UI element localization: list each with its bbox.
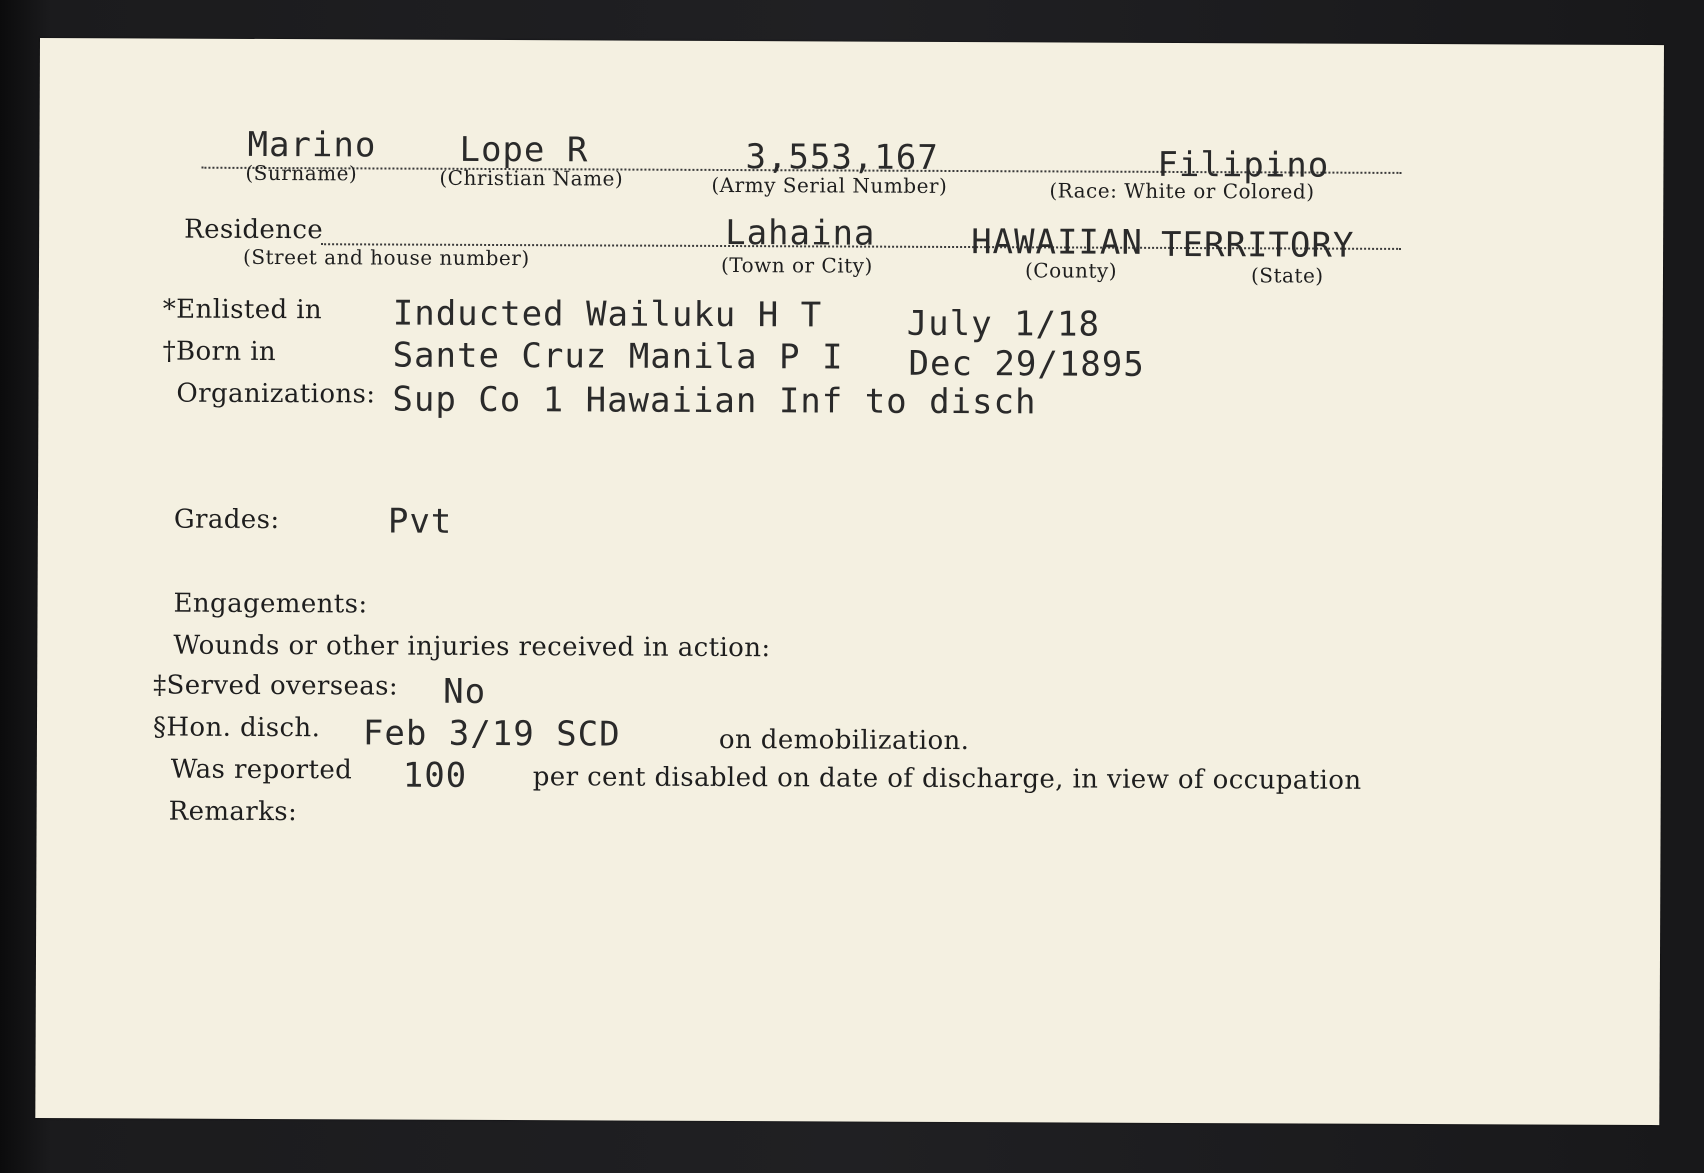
serial-number-value: 3,553,167	[745, 137, 939, 178]
born-value: Sante Cruz Manila P I	[392, 335, 844, 378]
enlisted-value: Inducted Wailuku H T	[392, 293, 823, 336]
organizations-value: Sup Co 1 Hawaiian Inf to disch	[392, 379, 1037, 423]
disabled-statement-label: per cent disabled on date of discharge, in view of occupation	[532, 762, 1362, 796]
race-caption: (Race: White or Colored)	[1049, 178, 1315, 204]
town-caption: (Town or City)	[720, 252, 873, 278]
honorable-discharge-label: §Hon. disch.	[152, 712, 321, 744]
enlisted-label: *Enlisted in	[162, 294, 323, 326]
engagements-label: Engagements:	[173, 588, 368, 620]
served-overseas-value: No	[443, 671, 487, 712]
surname-value: Marino	[247, 124, 377, 166]
born-label: †Born in	[162, 336, 277, 368]
enlisted-date: July 1/18	[906, 303, 1101, 345]
honorable-discharge-value: Feb 3/19 SCD	[362, 713, 621, 755]
organizations-label: Organizations:	[176, 378, 376, 410]
christian-name-value: Lope R	[459, 129, 589, 171]
state-caption: (State)	[1250, 263, 1324, 288]
disability-percent-value: 100	[402, 755, 468, 796]
christian-name-caption: (Christian Name)	[439, 165, 624, 191]
surname-caption: (Surname)	[245, 160, 358, 186]
town-value: Lahaina	[725, 212, 876, 254]
county-caption: (County)	[1024, 258, 1118, 283]
residence-label: Residence	[184, 214, 324, 246]
state-value: TERRITORY	[1161, 224, 1355, 266]
served-overseas-label: ‡Served overseas:	[153, 670, 399, 702]
wounds-label: Wounds or other injuries received in action:	[173, 630, 771, 664]
demobilization-label: on demobilization.	[718, 724, 970, 757]
born-date: Dec 29/1895	[908, 343, 1145, 385]
grades-value: Pvt	[387, 501, 453, 542]
street-caption: (Street and house number)	[242, 244, 530, 271]
was-reported-label: Was reported	[170, 754, 353, 786]
serial-number-caption: (Army Serial Number)	[711, 172, 948, 198]
race-value: Filipino	[1157, 144, 1330, 186]
service-record-card	[35, 38, 1664, 1125]
grades-label: Grades:	[173, 504, 280, 536]
county-value: HAWAIIAN	[971, 222, 1143, 263]
remarks-label: Remarks:	[168, 796, 298, 828]
